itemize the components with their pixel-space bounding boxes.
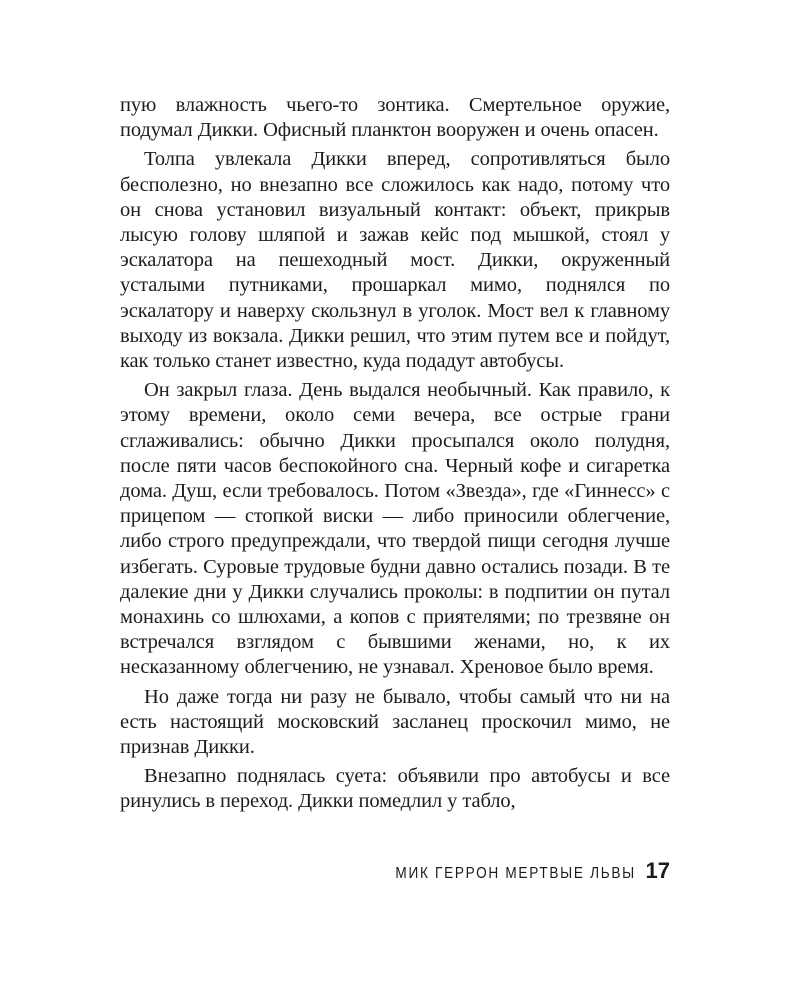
body-text [120, 93, 670, 819]
paragraph-5: Внезапно поднялась суета: объявили про автобусы и все ринулись в переход. Дикки помедлил у табло, [120, 765, 670, 813]
page-number: 17 [645, 858, 670, 883]
running-head: МИК ГЕРРОН МЕРТВЫЕ ЛЬВЫ [395, 865, 636, 882]
paragraph-2: Толпа увлекала Дикки вперед, сопротивляться было бесполезно, но внезапно все сложилось как надо, потому что он снова установил визуальный контакт: объект, прикрыв лысую голову шляпой и зажав кейс под мышкой, стоял у эскалатора на пешеходный мост. Дикки, окруженный усталыми путниками, прошаркал мимо, поднялся по эскалатору и наверху скользнул в уголок. Мост вел к главному выходу из вокзала. Дикки решил, что этим путем все и пойдут, как только станет известно, куда подадут автобусы. [120, 148, 670, 373]
page-footer [120, 858, 670, 884]
paragraph-3: Он закрыл глаза. День выдался необычный. Как правило, к этому времени, около семи вечера, все острые грани сглаживались: обычно Дикки просыпался около полудня, после пяти часов беспокойного сна. Черный кофе и сигаретка дома. Душ, если требовалось. Потом «Звезда», где «Гиннесс» с прицепом — стопкой виски — либо приносили облегчение, либо строго предупреждали, что твердой пищи сегодня лучше избегать. Суровые трудовые будни давно остались позади. В те далекие дни у Дикки случались проколы: в подпитии он путал монахинь со шлюхами, а копов с приятелями; по трезвяне он встречался взглядом с бывшими женами, но, к их несказанному облегчению, не узнавал. Хреновое было время. [120, 379, 670, 679]
paragraph-4: Но даже тогда ни разу не бывало, чтобы самый что ни на есть настоящий московский засланец проскочил мимо, не признав Дикки. [120, 685, 670, 759]
paragraph-1: пую влажность чьего-то зонтика. Смертельное оружие, подумал Дикки. Офисный планктон вооружен и очень опасен. [120, 94, 670, 142]
